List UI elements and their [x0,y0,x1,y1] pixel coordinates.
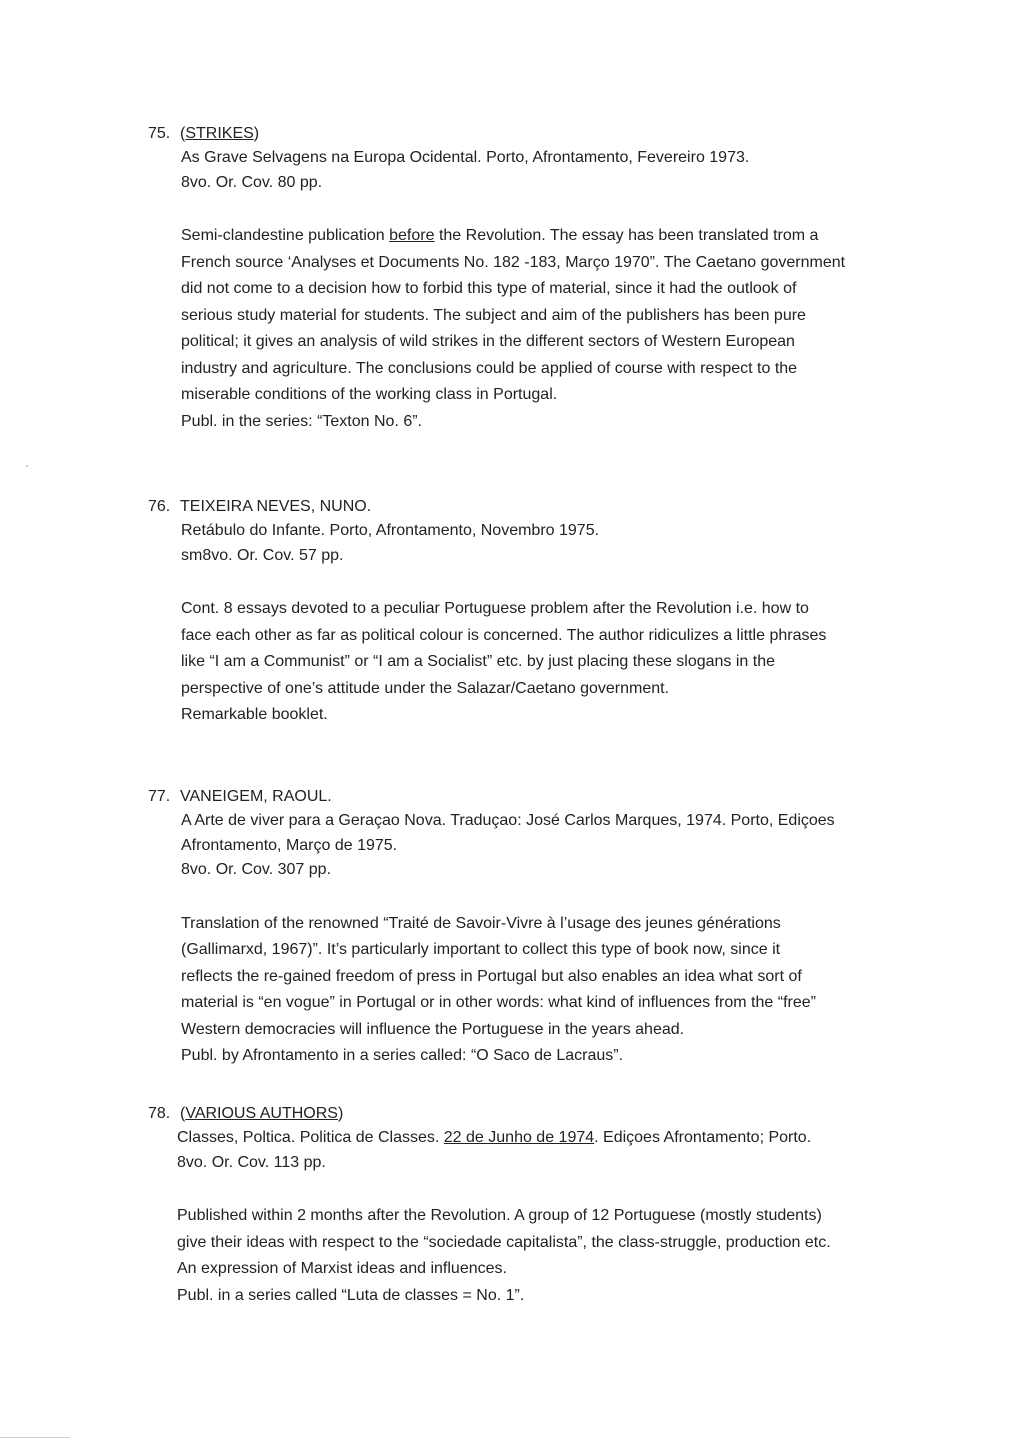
catalog-entry-75 [148,122,908,435]
description-line: An expression of Marxist ideas and influences. [177,1260,507,1277]
entry-title: A Arte de viver para a Geraçao Nova. Traduçao: José Carlos Marques, 1974. Porto, Ediçoes [181,812,835,829]
description-line: material is “en vogue” in Portugal or in other words: what kind of influences from the “free” [181,994,816,1011]
description-line: Published within 2 months after the Revolution. A group of 12 Portuguese (mostly students) [177,1207,822,1224]
description-line: reflects the re-gained freedom of press in Portugal but also enables an idea what sort of [181,967,802,985]
catalog-entry-76 [148,495,908,729]
entry-title: As Grave Selvagens na Europa Ocidental. Porto, Afrontamento, Fevereiro 1973. [181,149,750,166]
entry-heading [148,122,908,146]
entry-heading-text: STRIKES [185,125,254,142]
entry-format: 8vo. Or. Cov. 307 pp. [181,861,332,878]
entry-title: Retábulo do Infante. Porto, Afrontamento, Novembro 1975. [181,522,600,539]
entry-heading [148,785,908,809]
description-line: like “I am a Communist” or “I am a Socialist” etc. by just placing these slogans in the [181,653,776,670]
description-line: Semi-clandestine publication before the Revolution. The essay has been translated trom a [181,227,819,244]
description-line: miserable conditions of the working class in Portugal. [181,386,558,403]
emphasis-before: before [389,227,435,244]
series-note: Publ. in the series: “Texton No. 6”. [181,412,422,430]
entry-heading [148,1102,908,1126]
entry-format: 8vo. Or. Cov. 113 pp. [177,1153,326,1171]
description-line: French source ‘Analyses et Documents No. 182 -183, Março 1970”. The Caetano government [181,253,846,271]
catalog-entry-78 [148,1102,908,1309]
scan-edge-line [0,1437,70,1438]
series-note: Publ. by Afrontamento in a series called: “O Saco de Lacraus”. [181,1047,624,1064]
entry-number: 77. [148,788,171,805]
heading-paren-close: ) [337,1105,344,1122]
description-line: political; it gives an analysis of wild strikes in the different sectors of Western European [181,333,795,350]
entry-description [177,1203,908,1309]
entry-format: 8vo. Or. Cov. 80 pp. [181,173,323,191]
entry-heading [148,495,908,519]
description-line: give their ideas with respect to the “sociedade capitalista”, the class-struggle, production etc. [177,1233,831,1251]
heading-paren-open: ( [180,125,186,142]
description-line: serious study material for students. The subject and aim of the publishers has been pure [181,306,806,324]
series-note: Publ. in a series called “Luta de classes = No. 1”. [177,1286,525,1304]
entry-heading-text: VARIOUS AUTHORS [185,1105,338,1122]
description-line: Translation of the renowned “Traité de Savoir-Vivre à l’usage des jeunes générations [181,914,781,932]
description-line: did not come to a decision how to forbid this type of material, since it had the outlook of [181,280,797,297]
scan-speck [26,465,28,467]
entry-number: 78. [148,1105,171,1122]
entry-format: sm8vo. Or. Cov. 57 pp. [181,546,344,564]
description-line: industry and agriculture. The conclusions could be applied of course with respect to the [181,359,798,377]
description-line: (Gallimarxd, 1967)”. It’s particularly important to collect this type of book now, since it [181,941,781,958]
heading-paren-close: ) [253,125,260,142]
entry-title: Classes, Poltica. Politica de Classes. 22 de Junho de 1974. Ediçoes Afrontamento; Porto. [177,1129,812,1146]
catalog-entry-77 [148,785,908,1070]
entry-title-continued: Afrontamento, Março de 1975. [181,836,398,854]
publication-date: 22 de Junho de 1974 [443,1129,595,1146]
remark-line: Remarkable booklet. [181,706,328,723]
entry-number: 75. [148,125,171,142]
entry-heading-text: TEIXEIRA NEVES, NUNO. [180,498,372,515]
description-line: face each other as far as political colour is concerned. The author ridiculizes a little phrases [181,626,827,644]
entry-heading-text: VANEIGEM, RAOUL. [180,788,332,805]
entry-description [181,596,908,729]
entry-description [181,223,908,435]
description-line: Cont. 8 essays devoted to a peculiar Portuguese problem after the Revolution i.e. how to [181,600,809,617]
description-line: Western democracies will influence the Portuguese in the years ahead. [181,1020,685,1038]
entry-description [181,911,908,1070]
description-line: perspective of one’s attitude under the Salazar/Caetano government. [181,679,670,697]
heading-paren-open: ( [180,1105,186,1122]
entry-number: 76. [148,498,171,515]
